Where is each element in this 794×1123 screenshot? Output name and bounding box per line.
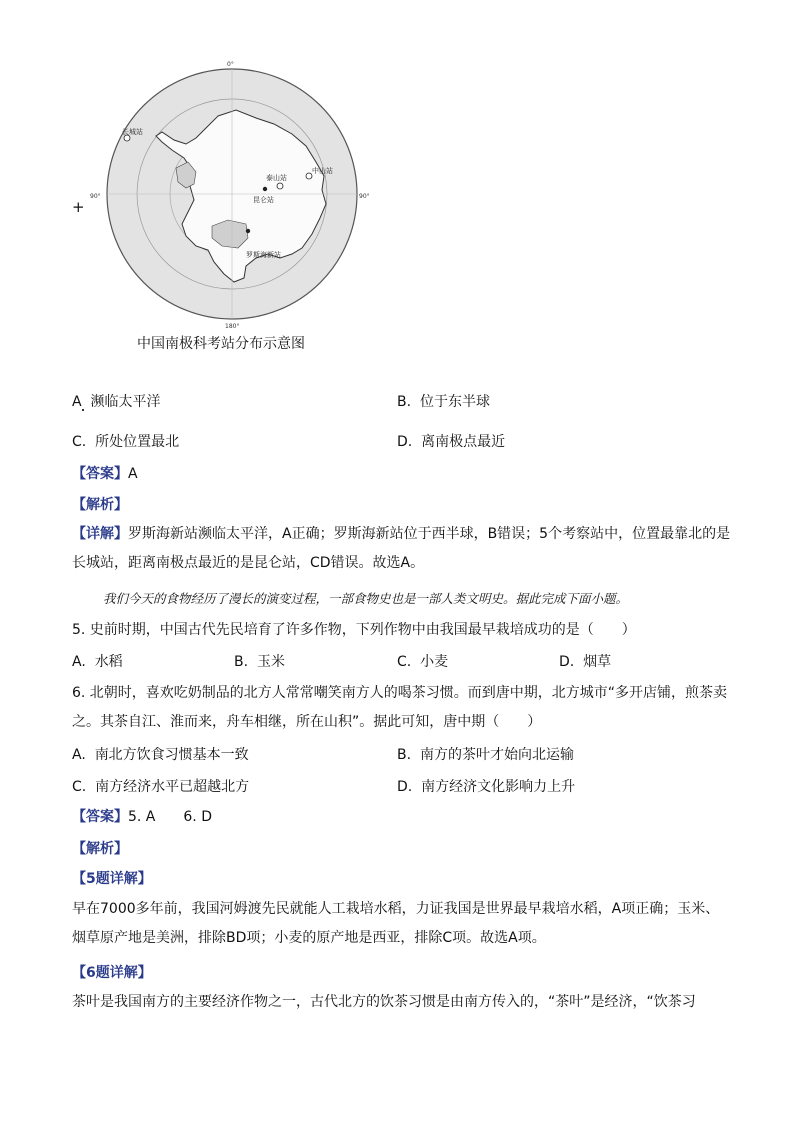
q5-detail-label	[72, 868, 152, 888]
station-label-taishan: 泰山站	[266, 174, 287, 182]
q4-option-d-key: D	[397, 434, 408, 450]
q5-option-c	[397, 651, 448, 671]
q6-option-a-key: A.	[72, 747, 86, 763]
q6-stem: 6. 北朝时，喜欢吃奶制品的北方人常常嘲笑南方人的喝茶习惯。而到唐中期，北方城市“多开店铺，煎茶卖之。其茶自江、淮而来，舟车相继，所在山积”。据此可知，唐中期（ ）	[72, 685, 728, 730]
q6-option-b-key: B.	[397, 747, 412, 763]
q4-answer-value: A	[128, 466, 138, 482]
q4-option-c-text: 所处位置最北	[95, 434, 180, 450]
q5-option-d	[559, 651, 611, 671]
q4-option-b-key: B	[397, 394, 407, 410]
q5-stem: 5. 史前时期，中国古代先民培育了许多作物，下列作物中由我国最早栽培成功的是（ ）	[72, 622, 636, 638]
q5-option-a	[72, 651, 123, 671]
q6-option-a	[72, 744, 249, 764]
map-caption: 中国南极科考站分布示意图	[137, 336, 305, 352]
q4-option-a	[72, 391, 160, 411]
ans56-answer-label: 【答案】	[72, 809, 128, 825]
q5-option-a-key: A.	[72, 654, 86, 670]
station-label-luosihai: 罗斯海新站	[246, 251, 281, 259]
q4-option-d: D. 离南极点最近	[397, 434, 506, 450]
label-180-degree: 180°	[225, 323, 240, 330]
q6-option-a-text: 南北方饮食习惯基本一致	[94, 747, 249, 763]
station-dot-taishan	[277, 183, 283, 189]
ans56-answer-value: 5. A 6. D	[128, 809, 212, 825]
q4-option-b: B. 位于东半球	[397, 394, 490, 410]
q5-option-b	[234, 651, 285, 671]
group-intro: 我们今天的食物经历了漫长的演变过程，一部食物史也是一部人类文明史。据此完成下面小题。	[103, 591, 629, 606]
q6-detail-text: 茶叶是我国南方的主要经济作物之一，古代北方的饮茶习惯是由南方传入的，“茶叶”是经济，“饮茶习	[72, 994, 696, 1010]
q4-detail-text: 罗斯海新站濒临太平洋，A正确；罗斯海新站位于西半球，B错误；5个考察站中，位置最靠北的是长城站，距离南极点最近的是昆仑站，CD错误。故选A。	[72, 526, 731, 571]
q4-option-d-text: 离南极点最近	[421, 434, 506, 450]
q4-analysis-label	[72, 494, 128, 514]
q5-option-a-text: 水稻	[94, 654, 123, 670]
q4-option-b-text: 位于东半球	[419, 394, 490, 410]
q5-option-d-text: 烟草	[583, 654, 612, 670]
ans56-analysis-label-text: 【解析】	[72, 841, 128, 857]
option-a-dot-mark	[82, 409, 84, 411]
q4-option-a-text: 濒临太平洋	[90, 394, 161, 410]
station-label-kunlun: 昆仑站	[253, 196, 274, 204]
label-0-degree: 0°	[227, 61, 234, 68]
q6-option-d-key: D.	[397, 779, 413, 795]
station-label-zhongshan: 中山站	[312, 167, 333, 175]
q5-detail-label-text: 【5题详解】	[72, 871, 152, 887]
q5-option-b-text: 玉米	[256, 654, 285, 670]
q4-option-a-key: A	[72, 394, 82, 410]
q5-option-d-key: D.	[559, 654, 575, 670]
ans56-analysis-label	[72, 838, 128, 858]
q4-detail-label: 【详解】	[72, 526, 128, 542]
q4-analysis-label-text: 【解析】	[72, 497, 128, 513]
q4-detail	[72, 520, 732, 578]
q4-answer-label: 【答案】	[72, 466, 128, 482]
q6-option-b-text: 南方的茶叶才始向北运输	[419, 747, 574, 763]
plus-mark: +	[72, 198, 85, 216]
q6-option-c	[72, 776, 249, 796]
q6-option-d-text: 南方经济文化影响力上升	[421, 779, 576, 795]
q5-option-c-text: 小麦	[420, 654, 449, 670]
q6-option-c-key: C.	[72, 779, 87, 795]
q5-option-c-key: C.	[397, 654, 412, 670]
q6-option-b	[397, 744, 574, 764]
antarctica-map-svg	[90, 58, 370, 330]
q6-option-c-text: 南方经济水平已超越北方	[95, 779, 250, 795]
antarctica-map	[90, 58, 370, 330]
q6-detail-label	[72, 962, 152, 982]
q4-option-c: C. 所处位置最北	[72, 434, 180, 450]
station-dot-luosihai	[246, 229, 250, 233]
q6-option-d	[397, 776, 575, 796]
station-dot-kunlun	[263, 187, 267, 191]
q6-detail-label-text: 【6题详解】	[72, 965, 152, 981]
q5-detail-text: 早在7000多年前，我国河姆渡先民就能人工栽培水稻，力证我国是世界最早栽培水稻，A项正确；玉米、烟草原产地是美洲，排除BD项；小麦的原产地是西亚，排除C项。故选A项。	[72, 901, 720, 946]
label-90-left: 90°	[90, 193, 101, 200]
label-90-right: 90°	[359, 193, 370, 200]
q4-answer	[72, 463, 138, 483]
q4-option-c-key: C	[72, 434, 82, 450]
ans56-answer	[72, 806, 212, 826]
station-label-changcheng: 长城站	[122, 128, 143, 136]
q5-option-b-key: B.	[234, 654, 249, 670]
